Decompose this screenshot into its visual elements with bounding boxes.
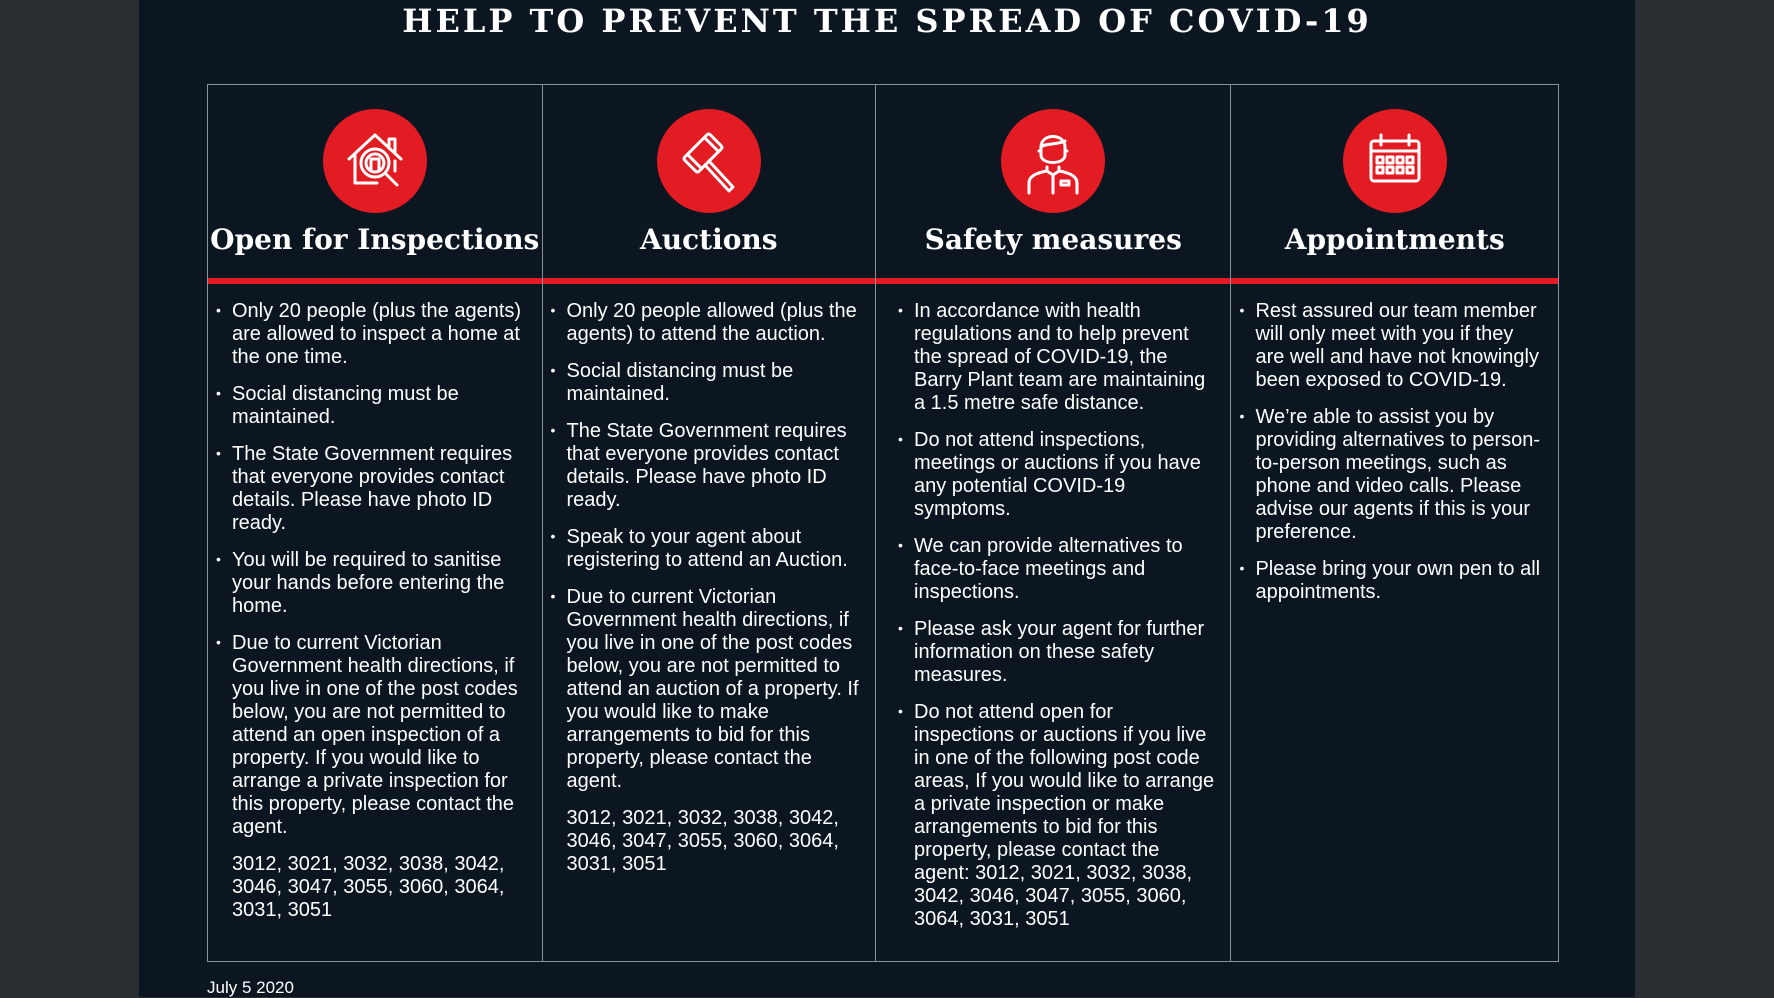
bullet-item: • The State Government requires that everyone provides contact details. Please have photo ID ready. (216, 443, 530, 535)
bullet-item: • In accordance with health regulations and to help prevent the spread of COVID-19, the Barry Plant team are maintaining a 1.5 metre safe distance. (898, 300, 1218, 415)
bullet-item: • Only 20 people allowed (plus the agents) to attend the auction. (551, 300, 864, 346)
column-heading: Open for Inspections (210, 223, 540, 256)
bullet-list (551, 300, 864, 793)
column-heading: Safety measures (924, 223, 1182, 256)
column-header (208, 85, 542, 284)
bullet-list (1239, 300, 1546, 604)
bullet-item: • Speak to your agent about registering to attend an Auction. (551, 526, 864, 572)
info-grid (207, 84, 1559, 962)
column-safety-measures (875, 85, 1230, 961)
column-body (543, 284, 876, 876)
auction-gavel-icon (657, 109, 761, 213)
bullet-list (898, 300, 1218, 931)
column-body (876, 284, 1230, 931)
bullet-item: • Do not attend open for inspections or auctions if you live in one of the following post code areas, If you would like to arrange a private inspection or make arrangements to bid for this property, please contact the agent: 3012, 3021, 3032, 3038, 3042, 3046, 3047, 3055, 3060, 3064, 3031, 3051 (898, 701, 1218, 931)
bullet-item: • Due to current Victorian Government health directions, if you live in one of the post codes below, you are not permitted to attend an auction of a property. If you would like to make arrangements to bid for this property, please contact the agent. (551, 586, 864, 793)
bullet-item: • We can provide alternatives to face-to-face meetings and inspections. (898, 535, 1218, 604)
column-appointments (1230, 85, 1558, 961)
column-open-for-inspections (208, 85, 542, 961)
column-heading: Appointments (1284, 223, 1505, 256)
bullet-item: • Please ask your agent for further information on these safety measures. (898, 618, 1218, 687)
bullet-item: • Rest assured our team member will only meet with you if they are well and have not knowingly been exposed to COVID-19. (1239, 300, 1546, 392)
bullet-item: • We’re able to assist you by providing alternatives to person-to-person meetings, such as phone and video calls. Please advise our agents if this is your preference. (1239, 406, 1546, 544)
bullet-item: • Do not attend inspections, meetings or auctions if you have any potential COVID-19 symptoms. (898, 429, 1218, 521)
column-auctions (542, 85, 876, 961)
date-label: July 5 2020 (207, 978, 294, 997)
bullet-item: • Social distancing must be maintained. (551, 360, 864, 406)
agent-person-icon (1001, 109, 1105, 213)
house-search-icon (323, 109, 427, 213)
bullet-item: • Due to current Victorian Government health directions, if you live in one of the post codes below, you are not permitted to attend an open inspection of a property. If you would like to arrange a private inspection for this property, please contact the agent. (216, 632, 530, 839)
bullet-item: • Only 20 people (plus the agents) are allowed to inspect a home at the one time. (216, 300, 530, 369)
bullet-item: • Please bring your own pen to all appointments. (1239, 558, 1546, 604)
column-header (543, 85, 876, 284)
bullet-item: • You will be required to sanitise your hands before entering the home. (216, 549, 530, 618)
column-body (1231, 284, 1558, 604)
bullet-item: • The State Government requires that everyone provides contact details. Please have photo ID ready. (551, 420, 864, 512)
poster-title: HELP TO PREVENT THE SPREAD OF COVID-19 (402, 2, 1372, 40)
column-header (876, 85, 1230, 284)
column-heading: Auctions (640, 223, 778, 256)
bullet-list (216, 300, 530, 839)
postcode-list: 3012, 3021, 3032, 3038, 3042, 3046, 3047, 3055, 3060, 3064, 3031, 3051 (232, 853, 505, 921)
column-header (1231, 85, 1558, 284)
bullet-item: • Social distancing must be maintained. (216, 383, 530, 429)
postcode-list: 3012, 3021, 3032, 3038, 3042, 3046, 3047, 3055, 3060, 3064, 3031, 3051 (566, 807, 839, 875)
column-body (208, 284, 542, 922)
calendar-icon (1343, 109, 1447, 213)
poster-panel (139, 0, 1635, 997)
